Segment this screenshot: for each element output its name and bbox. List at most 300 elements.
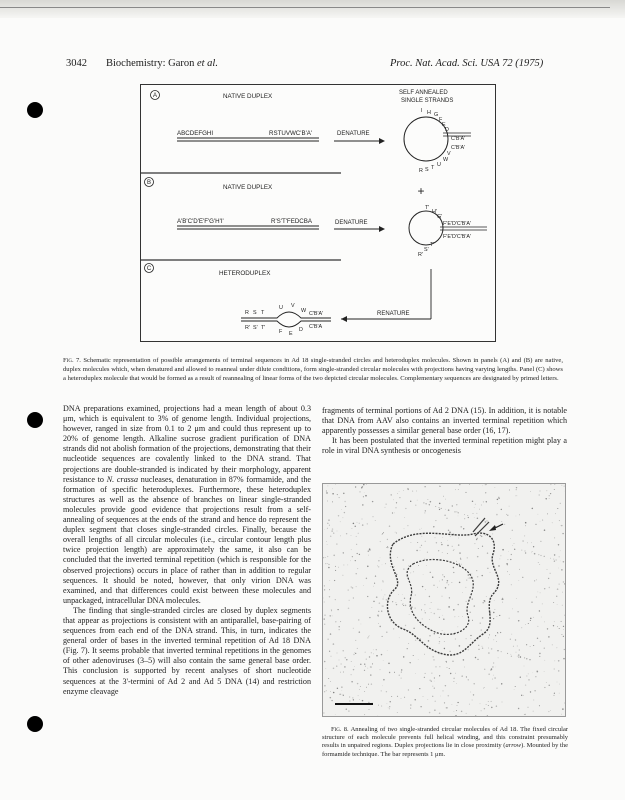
grain-speck [452,582,453,583]
grain-speck [356,573,357,574]
circle-b-label: R' [418,252,423,258]
grain-speck [394,566,395,567]
grain-speck [507,559,508,560]
panel-a-strand-right: RSTUVWC'B'A' [269,130,313,137]
grain-speck [538,554,539,555]
grain-speck [444,632,445,633]
grain-speck [366,484,367,485]
grain-speck [343,695,344,696]
grain-speck [477,513,478,514]
grain-speck [472,574,473,575]
grain-speck [442,690,443,691]
grain-speck [324,589,325,590]
grain-speck [328,486,329,487]
grain-speck [389,672,390,673]
grain-speck [383,679,385,681]
grain-speck [454,616,455,617]
grain-speck [442,615,443,616]
grain-speck [480,623,481,624]
grain-speck [330,697,332,699]
grain-speck [537,670,538,671]
grain-speck [407,648,408,649]
grain-speck [362,504,364,506]
grain-speck [533,546,534,547]
grain-speck [327,528,328,529]
grain-speck [408,643,409,644]
grain-speck [380,669,381,670]
grain-speck [348,710,349,711]
grain-speck [432,696,433,697]
grain-speck [477,518,479,520]
grain-speck [353,669,355,671]
grain-speck [342,694,343,695]
grain-speck [538,514,539,515]
grain-speck [343,672,344,673]
grain-speck [433,526,434,527]
grain-speck [419,529,420,530]
circle-a-label: S [425,167,429,173]
grain-speck [326,492,327,493]
grain-speck [423,574,424,575]
grain-speck [409,662,410,663]
grain-speck [561,569,562,570]
circle-b-label: T' [425,205,430,211]
grain-speck [337,609,338,610]
grain-speck [507,515,508,516]
grain-speck [388,708,389,709]
grain-speck [473,683,474,684]
circle-a-label: E [442,122,446,128]
grain-speck [386,599,387,600]
grain-speck [448,509,450,511]
grain-speck [367,637,368,638]
grain-speck [383,660,384,661]
grain-speck [378,566,379,567]
grain-speck [331,609,332,610]
text-span: μm, which is equivalent to 3% of genome length. Individual projections, however, ranged in size from 0.1 to 2 [63,414,311,434]
grain-speck [497,586,498,587]
grain-speck [511,716,512,717]
grain-speck [495,487,496,488]
grain-speck [348,608,350,610]
grain-speck [443,496,444,497]
grain-speck [323,712,324,713]
grain-speck [478,645,479,646]
grain-speck [365,666,366,667]
grain-speck [521,550,522,551]
grain-speck [325,615,326,616]
grain-speck [511,584,512,585]
grain-speck [496,641,497,642]
grain-speck [499,615,500,616]
grain-speck [441,508,442,509]
grain-speck [380,557,381,558]
grain-speck [326,690,327,691]
panel-b-arrow-label: DENATURE [335,220,368,226]
grain-speck [395,507,396,508]
grain-speck [554,554,555,555]
grain-speck [563,581,564,582]
grain-speck [392,601,393,602]
grain-speck [430,501,432,503]
grain-speck [455,638,456,639]
grain-speck [557,508,558,509]
grain-speck [449,532,451,534]
circle-a-label: G [434,112,439,118]
grain-speck [516,489,517,490]
grain-speck [554,621,555,622]
grain-speck [365,652,366,653]
grain-speck [564,486,565,487]
grain-speck [345,506,346,507]
grain-speck [370,674,371,675]
grain-speck [327,501,328,502]
page-top-edge [0,0,625,18]
grain-speck [394,672,395,673]
grain-speck [445,509,446,510]
grain-speck [502,598,504,600]
panel-a-arrow-label: DENATURE [337,131,370,137]
right-paragraph-2: It has been postulated that the inverted terminal repetition might play a role in viral DNA synthesis or oncogenesis [322,436,567,456]
grain-speck [418,659,419,660]
grain-speck [347,565,348,566]
grain-speck [456,504,457,505]
grain-speck [395,602,396,603]
grain-speck [375,575,376,576]
grain-speck [475,715,476,716]
grain-speck [464,518,465,519]
grain-speck [525,522,527,524]
circle-a-label: R [419,168,423,174]
grain-speck [355,560,356,561]
panel-a-arrowhead [379,138,385,144]
grain-speck [564,702,565,703]
grain-speck [553,625,554,626]
grain-speck [378,705,379,706]
grain-speck [501,509,502,510]
grain-speck [376,596,378,598]
grain-speck [497,499,499,501]
circle-b-label: F'E'D'C'B'A' [443,221,472,227]
grain-speck [434,681,435,682]
grain-speck [327,556,328,557]
grain-speck [531,552,532,553]
plus-sign: + [417,184,425,198]
grain-speck [410,662,411,663]
grain-speck [404,517,405,518]
grain-speck [431,612,432,613]
grain-speck [358,695,359,696]
panel-c-letter: C [146,266,152,273]
grain-speck [500,559,501,560]
grain-speck [524,666,525,667]
grain-speck [507,653,508,654]
grain-speck [433,656,434,657]
grain-speck [524,535,525,536]
grain-speck [333,692,335,694]
hetero-top-label: T [261,310,265,316]
grain-speck [410,704,412,706]
grain-speck [377,566,378,567]
grain-speck [373,601,375,603]
grain-speck [392,512,393,513]
grain-speck [526,658,527,659]
grain-speck [366,659,367,660]
grain-speck [558,568,559,569]
panel-b-strand-right: R'S'T'FEDCBA [271,218,313,225]
grain-speck [521,695,522,696]
grain-speck [500,555,501,556]
grain-speck [493,612,494,613]
grain-speck [355,640,356,641]
grain-speck [346,533,347,534]
grain-speck [359,491,360,492]
grain-speck [482,648,483,649]
grain-speck [332,531,333,532]
grain-speck [390,566,391,567]
grain-speck [357,522,358,523]
grain-speck [525,551,526,552]
grain-speck [424,610,425,611]
grain-speck [554,484,555,485]
grain-speck [378,616,379,617]
grain-speck [540,491,541,492]
grain-speck [472,700,473,701]
grain-speck [439,641,440,642]
figure-8-caption-arrow: arrow [505,742,522,750]
grain-speck [407,489,409,491]
grain-speck [453,678,454,679]
grain-speck [530,691,531,692]
grain-speck [522,577,523,578]
grain-speck [367,566,369,568]
text-span: DNA preparations examined, projections had a mean length of about 0.3 [63,404,311,413]
grain-speck [452,704,453,705]
grain-speck [548,636,549,637]
grain-speck [415,505,416,506]
grain-speck [343,493,344,494]
grain-speck [484,669,485,670]
panel-a-result-title-1: SELF ANNEALED [399,90,448,96]
molecule-contour-2 [407,560,473,635]
grain-speck [382,564,383,565]
grain-speck [516,487,517,488]
grain-speck [439,509,440,510]
grain-speck [401,672,402,673]
grain-speck [556,559,557,560]
grain-speck [481,504,482,505]
grain-speck [458,516,459,517]
grain-speck [333,555,335,557]
panel-c-arrow-label: RENATURE [377,311,410,317]
grain-speck [489,674,490,675]
grain-speck [385,595,386,596]
grain-speck [435,666,436,667]
grain-speck [353,523,355,525]
grain-speck [354,666,355,667]
grain-speck [439,675,440,676]
hetero-bottom-label: T' [261,325,266,331]
grain-speck [329,651,330,652]
grain-speck [387,547,389,549]
grain-speck [351,661,352,662]
grain-speck [440,696,441,697]
grain-speck [541,617,542,618]
grain-speck [389,706,390,707]
grain-speck [458,604,459,605]
grain-speck [524,657,525,658]
grain-speck [560,503,561,504]
grain-speck [413,628,414,629]
grain-speck [454,711,455,712]
grain-speck [462,592,463,593]
grain-speck [337,531,338,532]
italic-span: N. crassa [106,474,139,484]
grain-speck [517,656,518,657]
grain-speck [336,544,337,545]
grain-speck [434,710,435,711]
grain-speck [485,492,486,493]
grain-speck [401,669,402,670]
grain-speck [518,657,519,658]
grain-speck [378,611,379,612]
grain-speck [534,690,535,691]
grain-speck [549,587,550,588]
grain-speck [396,604,397,605]
grain-speck [447,667,448,668]
grain-speck [455,715,456,716]
grain-speck [323,557,324,558]
grain-speck [460,559,461,560]
grain-speck [488,705,489,706]
grain-speck [509,506,510,507]
figure-7-caption-label: Fig. 7. [63,357,81,364]
grain-speck [544,648,545,649]
grain-speck [486,704,487,705]
grain-speck [327,523,328,524]
grain-speck [370,666,371,667]
grain-speck [335,599,336,600]
grain-speck [328,564,329,565]
grain-speck [323,597,324,598]
grain-speck [448,584,449,585]
grain-speck [539,705,540,706]
grain-speck [528,679,529,680]
grain-speck [544,687,545,688]
grain-speck [368,684,369,685]
grain-speck [509,618,510,619]
grain-speck [428,499,429,500]
grain-speck [440,486,441,487]
grain-speck [436,542,437,543]
grain-speck [339,629,340,630]
grain-speck [515,686,516,687]
grain-speck [391,494,392,495]
grain-speck [425,612,426,613]
figure-8-micrograph [322,483,566,717]
grain-speck [376,655,378,657]
grain-speck [330,681,331,682]
grain-speck [522,540,524,542]
grain-speck [343,650,344,651]
grain-speck [546,682,547,683]
grain-speck [355,653,356,654]
grain-speck [344,512,345,513]
running-head [106,58,218,69]
grain-speck [369,548,371,550]
grain-speck [425,589,426,590]
grain-speck [496,706,497,707]
grain-speck [544,671,545,672]
grain-speck [330,691,331,692]
figure-8-caption-label: Fig. 8. [331,726,349,733]
grain-speck [357,568,358,569]
grain-speck [368,702,369,703]
grain-speck [402,594,403,595]
grain-speck [339,660,340,661]
grain-speck [335,714,336,715]
grain-speck [410,708,411,709]
grain-speck [452,661,453,662]
grain-speck [539,610,540,611]
grain-speck [515,639,516,640]
grain-speck [523,695,524,696]
grain-speck [514,689,515,690]
grain-speck [420,624,421,625]
grain-speck [493,675,494,676]
grain-speck [553,602,554,603]
grain-speck [390,701,391,702]
grain-speck [557,682,558,683]
grain-speck [397,696,398,697]
grain-speck [487,553,488,554]
grain-speck [486,501,487,502]
grain-speck [358,619,359,620]
grain-speck [412,491,413,492]
grain-speck [497,632,498,633]
grain-speck [559,628,560,629]
left-column [63,404,311,697]
micrograph-image [323,484,566,717]
grain-speck [383,597,384,598]
circle-a-label: C'B'A' [451,136,466,142]
text-span: μm and could thus represent up to 20% of genome length. Alkaline sucrose gradient purification of DNA strands did not abolish formation of the projections, demonstrating that their nucleotide sequences are covalently linked to the DNA strand. That projections are double-stranded is indicated by their morphology, apparent resistance to [63,424,311,484]
grain-speck [531,602,532,603]
grain-speck [393,499,394,500]
grain-speck [401,698,402,699]
grain-speck [361,487,362,488]
grain-speck [468,578,469,579]
grain-speck [511,656,512,657]
circle-a-label: F [439,117,443,123]
grain-speck [424,604,425,605]
grain-speck [359,631,361,633]
grain-speck [340,536,341,537]
grain-speck [425,673,426,674]
panel-a-letter: A [152,93,158,100]
grain-speck [563,561,565,563]
grain-speck [427,647,428,648]
grain-speck [332,488,333,489]
grain-speck [534,553,536,555]
grain-speck [391,696,392,697]
circle-a-label: V [447,151,451,157]
grain-speck [424,512,425,513]
grain-speck [399,675,400,676]
grain-speck [510,654,511,655]
grain-speck [557,604,558,605]
grain-speck [447,553,448,554]
